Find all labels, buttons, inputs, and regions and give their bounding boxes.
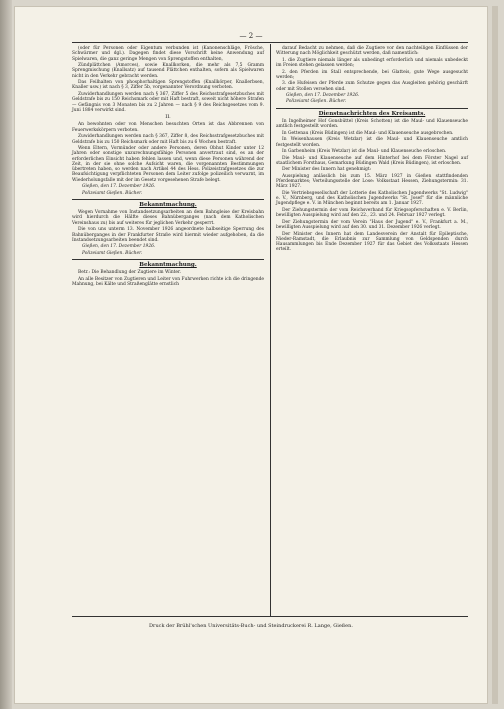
page-number: — 2 —: [239, 32, 263, 40]
signature-line: Polizeiamt Gießen. Bücher.: [82, 190, 143, 196]
paragraph: Der Ziehungstermin der vom Reichsverband für Kriegsopferschaften e. V. Berlin, bewilligten Ausspielung wird auf den 22., 23. und 24. Februar 1927 verlegt.: [276, 207, 468, 219]
printer-imprint: Druck der Brühl'schen Universitäts-Buch- und Steindruckerei R. Lange, Gießen.: [149, 623, 353, 629]
section-heading: Bekanntmachung.: [139, 261, 197, 268]
paragraph: Der Minister des Innern hat genehmigt:: [282, 167, 372, 173]
paragraph: (oder für Personen oder Eigentum verbunden ist (Kanonenschläge, Frösche, Schwärmer und dgl.). Dagegen findet diese Vorschrift keine Anwendung auf Spielwaren, die ganz geringe Mengen von Sprengstoffen enthalten,: [72, 46, 264, 62]
signature-line: Gießen, den 17. Dezember 1926.: [286, 93, 360, 99]
section-rule: [276, 108, 468, 109]
paragraph: Der Minister des Innern hat dem Landesverein der Anstalt für Epileptische, Nieder-Ramstadt, die Erlaubnis zur Sammlung von Geldspenden durch Hausammlungen bis Ende Dezember 1927 für das Gebiet des Volksstaats Hessen erteilt.: [276, 231, 468, 253]
paragraph: Betr.: Die Behandlung der Zugtiere im Winter.: [78, 270, 182, 276]
page-stack-edge: [492, 6, 498, 704]
paragraph: Die Maul- und Klauenseuche auf dem Hinterhof bei dem Förster Nagel auf staatlichem Forsthaus, Gemarkung Büdingen Wald (Kreis Büdingen), ist erloschen.: [276, 155, 468, 166]
paragraph: Zuwiderhandlungen werden nach § 367, Ziffer 5 des Reichsstrafgesetzbuches mit Geldstrafe bis zu 150 Reichsmark oder mit Haft bestraft, soweit nicht höhere Strafen — Gefängnis von 3 Monaten bis zu 2 Jahren — nach § 9 des Reichsgesetzes vom 9. Juni 1884 verwirkt sind.: [72, 91, 264, 113]
paragraph: 2. den Pferden im Stall entsprechende, bei Glatteis, gute Wege ausgesucht werden;: [276, 69, 468, 80]
paragraph: Wegen Vornahme von Instandsetzungsarbeiten an dem Bahngleise der Kreisbahn wird hierdurch die Hälfte dieses Bahnüberganges (nach dem Katholischen Vereinshaus zu) bis auf weiteres für jeglichen Verkehr gesperrt.: [72, 210, 264, 226]
signature-line: Polizeiamt Gießen. Bücher.: [82, 250, 143, 256]
section-number: II.: [165, 114, 171, 121]
paragraph: In Garbenheim (Kreis Wetzlar) ist die Maul- und Klauenseuche erloschen.: [282, 149, 447, 155]
paragraph: Der Ziehungstermin der vom Verein "Haus der Jugend" e. V., Frankfurt a. M., bewilligten Ausspielung wird auf den 30. und 31. Dezember 1926 verlegt.: [276, 219, 468, 231]
signature-line: Polizeiamt Gießen. Bücher.: [286, 99, 347, 105]
column-divider: [270, 44, 271, 616]
paragraph: In Ingelheimer Hof Gonsbüttel (Kreis Schotten) ist die Maul- und Klauenseuche amtlich festgestellt worden.: [276, 119, 468, 130]
right-column: [276, 46, 468, 254]
section-rule: [72, 259, 264, 260]
bottom-rule: [72, 616, 468, 617]
paragraph: Zuwiderhandlungen werden nach § 367, Ziffer 8, des Reichsstrafgesetzbuches mit Geldstrafe bis zu 150 Reichsmark oder mit Haft bis zu 6 Wochen bestraft.: [72, 134, 264, 145]
paragraph: In Gettenau (Kreis Büdingen) ist die Maul- und Klauenseuche ausgebrochen.: [282, 130, 454, 136]
top-rule: [72, 42, 468, 43]
paragraph: darauf Bedacht zu nehmen, daß die Zugtiere vor den nachteiligen Einflüssen der Witterung nach Möglichkeit geschützt werden, daß namentlich:: [276, 46, 468, 57]
paragraph: Zündplättchen (Amorces), sowie Knallkorken, die mehr als 7,5 Gramm Sprengmischung (Knallsatz) auf tausend Plättchen enthalten, sofern als Spielwaren nicht in den Verkehr gebracht werden.: [72, 63, 264, 79]
binding-edge: [0, 0, 12, 709]
paragraph: Die Vertriebsgesellschaft der Lotterie des Katholischen Jugendwerks "St. Ludwig" e. V., Nürnberg, und des Katholischen Jugendwerks "St. Josef" für die männliche Jugendpflege e. V. in München beginnt bereits am 1. Januar 1927.: [276, 190, 468, 207]
paragraph: 1. die Zugtiere niemals länger als unbedingt erforderlich und niemals unbedeckt im Freien stehen gelassen werden;: [276, 57, 468, 69]
section-rule: [72, 199, 264, 200]
paragraph: An alle Besitzer von Zugtieren und Leiter von Fuhrwerken richte ich die dringende Mahnung, bei Kälte und Straßenglätte ernstlich: [72, 276, 264, 287]
paragraph: In Weisenhausen (Kreis Wetzlar) ist die Maul- und Klauenseuche amtlich festgestellt worden.: [276, 137, 468, 148]
section-heading: Dienstnachrichten des Kreisamts.: [318, 110, 426, 117]
section-heading: Bekanntmachung.: [139, 201, 197, 208]
signature-line: Gießen, den 17. Dezember 1926.: [82, 184, 156, 190]
left-column: [72, 46, 264, 288]
paragraph: Ausspielung anlässlich bis zum 15. März 1927 in Gießen stattfindenden Pferdemarktes; Verteilungsstelle der Lose: Volksstaat Hessen, Ziehungstermin: 31. März 1927.: [276, 173, 468, 190]
paragraph: 3. die Hufeisen der Pferde zum Schutze gegen das Ausgleiten gehörig geschärft oder mit Stollen versehen sind.: [276, 81, 468, 92]
paragraph: An bewohnten oder von Menschen besuchten Orten ist das Abbrennen von Feuerwerkskörpern verboten.: [72, 122, 264, 133]
document-page: [14, 6, 488, 704]
paragraph: Wenn Eltern, Vormünder oder andere Personen, deren Obhut Kinder unter 12 Jahren oder sonstige unzurechnungsfähige Personen anvertraut sind, es an der erforderlichen Einsicht haben fehlen lassen und, wenn diese Personen während der Zeit, in der sie ohne solche Aufsicht waren, die vorgenannten Bestimmungen übertreten haben, so werden nach Artikel 44 des Hess. Polizeistrafgesetzes die zur Beaufsichtigung verpflichteten Personen dem Leiter zufolge polizeilich verwarnt, im Wiederholungsfalle mit der im Gesetz vorgesehenen Strafe belegt.: [72, 145, 264, 183]
paragraph: Das Feilhalten von phosphorhaltigen Sprengstoffen (Knallkörper, Knallerbsen, Knaller usw.) ist nach § 3, Ziffer 5b, vorgenannter Verordnung verboten.: [72, 80, 264, 91]
signature-line: Gießen, den 17. Dezember 1926.: [82, 244, 156, 250]
paragraph: Die von uns unterm 13. November 1926 angeordnete halbseitige Sperrung des Bahnüberganges in der Frankfurter Straße wird hiermit wieder aufgehoben, da die Instandsetzungsarbeiten beendet sind.: [72, 227, 264, 243]
